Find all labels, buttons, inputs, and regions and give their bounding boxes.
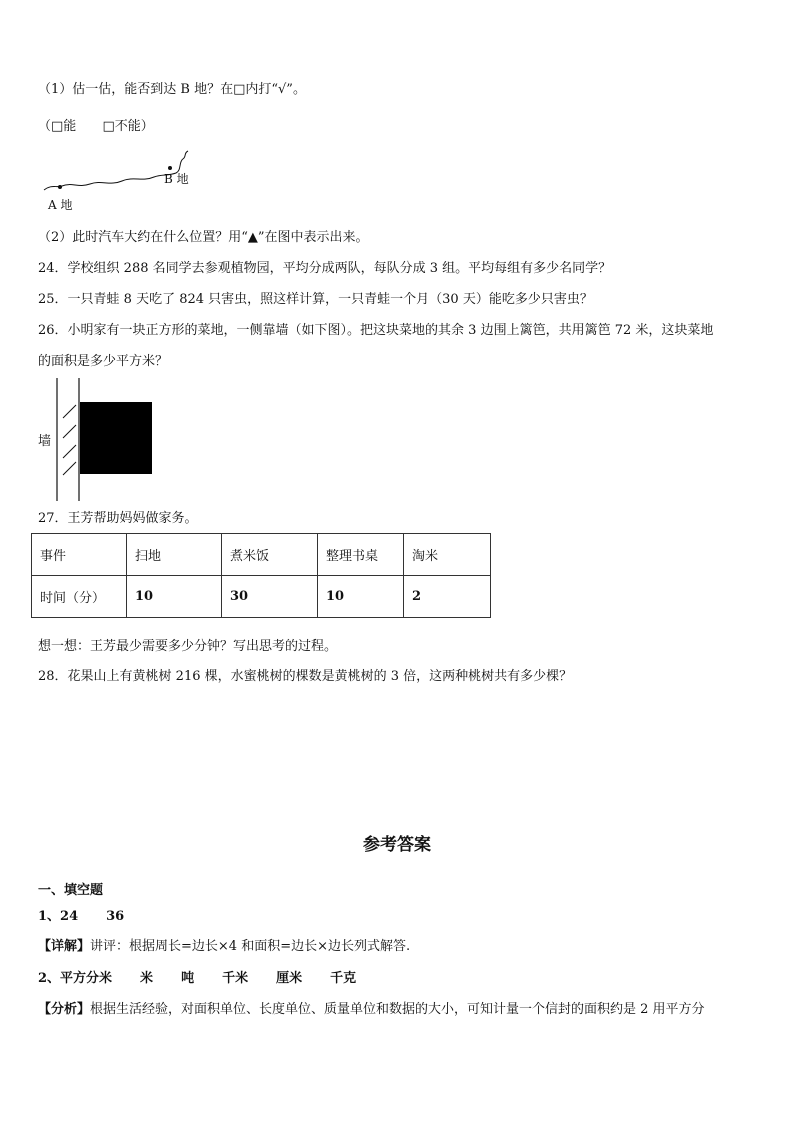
answer-2-item: 千米 bbox=[222, 971, 249, 986]
table-cell: 2 bbox=[404, 576, 491, 618]
route-figure bbox=[38, 148, 208, 216]
question-26-line2: 的面积是多少平方米？ bbox=[38, 354, 169, 369]
answer-2-item: 吨 bbox=[181, 971, 195, 986]
wall-and-square bbox=[38, 378, 168, 503]
table-cell: 扫地 bbox=[127, 534, 222, 576]
detail-text: 讲评：根据周长=边长×4 和面积=边长×边长列式解答. bbox=[90, 939, 411, 954]
answer-1-b: 36 bbox=[106, 909, 125, 924]
question-25: 25．一只青蛙 8 天吃了 824 只害虫，照这样计算，一只青蛙一个月（30 天）能吃多少只害虫？ bbox=[38, 292, 593, 307]
chores-table bbox=[31, 533, 491, 618]
detail-tag: 【详解】 bbox=[38, 939, 91, 954]
question-27-prompt: 想一想：王芳最少需要多少分钟？写出思考的过程。 bbox=[38, 639, 338, 654]
question-27: 27．王芳帮助妈妈做家务。 bbox=[38, 511, 198, 526]
option-can[interactable]: （□能 bbox=[38, 119, 77, 134]
table-cell: 淘米 bbox=[404, 534, 491, 576]
q23-options bbox=[38, 115, 176, 134]
question-26-line1: 26．小明家有一块正方形的菜地，一侧靠墙（如下图）。把这块菜地的其余 3 边围上篱笆，共用篱笆 72 米，这块菜地 bbox=[38, 323, 714, 338]
answer-2-item: 2、平方分米 bbox=[38, 971, 113, 986]
analysis-text: 根据生活经验，对面积单位、长度单位、质量单位和数据的大小，可知计量一个信封的面积约是 2 用平方分 bbox=[90, 1002, 705, 1017]
table-cell: 时间（分） bbox=[32, 576, 127, 618]
table-row bbox=[32, 534, 491, 576]
option-cannot[interactable]: □不能） bbox=[102, 119, 154, 134]
answer-2-item: 米 bbox=[140, 971, 154, 986]
q23-part2: （2）此时汽车大约在什么位置？用“▲”在图中表示出来。 bbox=[38, 230, 369, 245]
answers-heading: 参考答案 bbox=[363, 835, 431, 855]
table-row bbox=[32, 576, 491, 618]
analysis-tag: 【分析】 bbox=[38, 1002, 91, 1017]
table-cell: 10 bbox=[127, 576, 222, 618]
answer-2-analysis bbox=[38, 1001, 705, 1019]
table-cell: 10 bbox=[318, 576, 404, 618]
table-cell: 30 bbox=[222, 576, 318, 618]
question-24: 24．学校组织 288 名同学去参观植物园，平均分成两队，每队分成 3 组。平均每组有多少名同学？ bbox=[38, 261, 612, 276]
answer-2 bbox=[38, 970, 356, 988]
q23-part1: （1）估一估，能否到达 B 地？在□内打“√”。 bbox=[38, 82, 306, 97]
label-a: A 地 bbox=[48, 198, 73, 212]
answers-section: 一、填空题 bbox=[38, 883, 104, 898]
answer-2-item: 厘米 bbox=[276, 971, 303, 986]
table-cell: 煮米饭 bbox=[222, 534, 318, 576]
table-cell: 事件 bbox=[32, 534, 127, 576]
label-b: B 地 bbox=[164, 172, 189, 186]
answer-1 bbox=[38, 908, 124, 926]
wall-label: 墙 bbox=[38, 434, 52, 449]
answer-1-a: 1、24 bbox=[38, 909, 79, 924]
question-28: 28．花果山上有黄桃树 216 棵，水蜜桃树的棵数是黄桃树的 3 倍，这两种桃树共有多少棵？ bbox=[38, 669, 573, 684]
answer-1-detail bbox=[38, 938, 410, 956]
answer-2-item: 千克 bbox=[330, 971, 357, 986]
garden-figure bbox=[38, 378, 168, 503]
table-cell: 整理书桌 bbox=[318, 534, 404, 576]
